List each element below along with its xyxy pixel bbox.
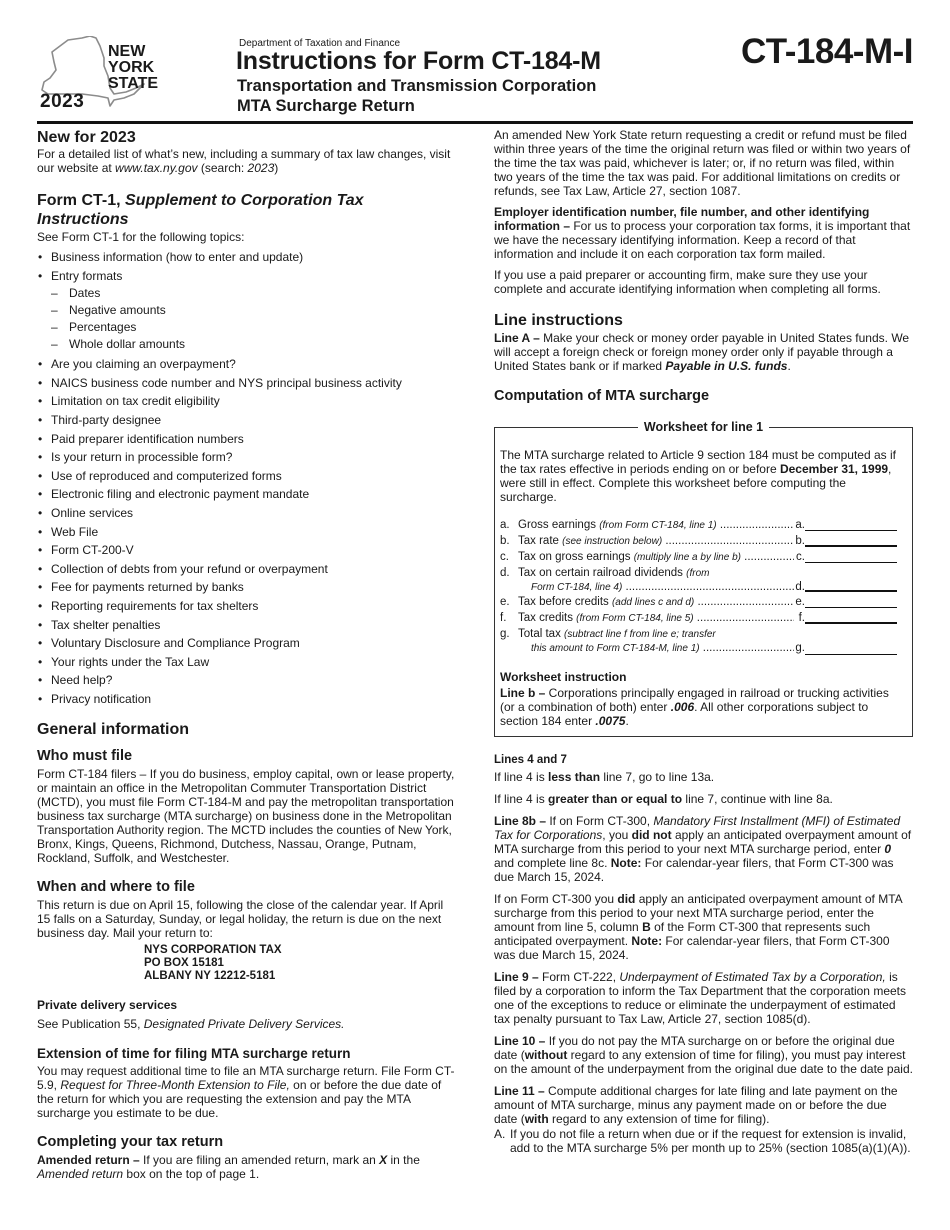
new-text-a: For a detailed list of what’s new, including a summary of tax law changes, visit our website at	[37, 147, 451, 175]
line-b-label: Tax rate	[518, 535, 563, 547]
list-item: • Tax shelter penalties	[37, 616, 457, 635]
l8b-note: Note:	[610, 856, 642, 871]
list-item: • Form CT-200-V	[37, 541, 457, 560]
completing-heading: Completing your tax return	[37, 1134, 224, 1151]
ws-instr-a: Corporations principally engaged in railroad or trucking activities (or a combination of both) enter	[500, 686, 889, 715]
list-item: • Business information (how to enter and update)	[37, 248, 457, 267]
ct1-heading-b: Supplement to Corporation Tax Instructions	[37, 192, 364, 228]
list-item: • Privacy notification	[37, 690, 457, 709]
list-item: – Dates	[37, 285, 457, 302]
list-item: • Fee for payments returned by banks	[37, 578, 457, 597]
line-g-note-b: this amount to Form CT-184-M, line 1)	[531, 643, 700, 655]
amended-refund-para: An amended New York State return requesting a credit or refund must be filed within three years of the time the original return was filed or within two years of the time the tax was paid, whichever is later; or, if no return was filed, within two years of the time the tax was paid. For additional limitations on credits or refunds, see Tax Law, Article 27, section 1087.	[494, 128, 911, 198]
topic-list	[37, 248, 457, 285]
list-item: – Percentages	[37, 319, 457, 336]
who-must-file-heading: Who must file	[37, 748, 133, 765]
worksheet-title	[495, 420, 912, 434]
logo-year: 2023	[40, 91, 85, 112]
line-a-entry-field[interactable]	[805, 530, 897, 531]
worksheet-line-a	[500, 516, 902, 532]
list-item: • Reporting requirements for tax shelters	[37, 597, 457, 616]
department-name: Department of Taxation and Finance	[239, 38, 401, 49]
ct300-c: of the Form CT-300 that represents such anticipated overpayment.	[494, 920, 871, 949]
worksheet-line-c	[500, 548, 902, 564]
ws-intro-date: December 31, 1999	[779, 462, 889, 476]
l47-c: line 7, go to line 13a.	[600, 770, 715, 785]
list-item: • Need help?	[37, 671, 457, 690]
l8b-e: apply an anticipated overpayment amount of MTA surcharge from this period to your next MTA surcharge period, enter	[494, 828, 912, 857]
private-delivery-heading: Private delivery services	[37, 998, 178, 1013]
worksheet-lines	[500, 516, 902, 656]
line-number: d.	[500, 567, 510, 579]
l47-e: greater than or equal to	[548, 792, 683, 807]
line-9-para	[494, 970, 913, 1026]
line-e-label: Tax before credits	[518, 596, 612, 609]
amended-text-d: box on the top of page 1.	[123, 1167, 260, 1182]
list-item: • Online services	[37, 504, 457, 523]
l10-a: If you do not pay the MTA surcharge on or before the original due date (	[494, 1034, 895, 1063]
line-a-label: Gross earnings	[518, 519, 600, 531]
list-item: • Limitation on tax credit eligibility	[37, 392, 457, 411]
search-term: 2023	[247, 161, 275, 175]
ext-text-a: You may request additional time to file an MTA surcharge return. File Form CT-5.9,	[37, 1064, 455, 1093]
l8b-c: , you	[602, 828, 632, 843]
ct300-b: apply an anticipated overpayment amount of MTA surcharge from this period to your next MTA surcharge period, enter the amount from line 5, column	[494, 892, 902, 935]
list-item: • Your rights under the Tax Law	[37, 653, 457, 672]
worksheet-line-f	[500, 609, 902, 625]
ws-instr-label: Line b –	[500, 686, 546, 701]
preparer-para: If you use a paid preparer or accounting firm, make sure they use your complete and accurate identifying information when completing all forms.	[494, 268, 881, 296]
header-rule	[37, 121, 913, 124]
worksheet-instruction-text	[500, 686, 902, 728]
list-item: • Is your return in processible form?	[37, 448, 457, 467]
l8b-b: Mandatory First Installment (MFI) of Estimated Tax for Corporations	[494, 814, 901, 843]
line-letter: g.	[795, 642, 805, 655]
mailing-address	[144, 944, 457, 983]
l8b-g: For calendar-year filers, that Form CT-300 was due March 15, 2024.	[494, 856, 894, 885]
l8b-f: and complete line 8c.	[494, 856, 611, 871]
line-b-entry-field[interactable]	[805, 545, 897, 547]
l11-b: regard to any extension of time for filing).	[548, 1112, 770, 1127]
l47-a: If line 4 is	[494, 770, 549, 785]
line-c-entry-field[interactable]	[805, 562, 897, 563]
nys-logo	[38, 36, 168, 116]
line-instructions-heading: Line instructions	[494, 312, 623, 329]
l8b-a: If on Form CT-300,	[546, 814, 654, 829]
worksheet-line-d-2	[500, 580, 902, 593]
ws-instr-rate-1: .006	[670, 700, 695, 715]
l11-a: Compute additional charges for late filing and late payment on the amount of MTA surcharge, minus any payment made on or before the due date (	[494, 1084, 898, 1127]
ct300-para	[494, 892, 913, 962]
private-text-a: See Publication 55,	[37, 1017, 144, 1032]
new-text-b: (search:	[197, 161, 248, 175]
list-item: • Paid preparer identification numbers	[37, 430, 457, 449]
l11-with: with	[524, 1112, 549, 1127]
page-header	[0, 0, 950, 124]
line-letter: a.	[795, 519, 805, 531]
line-g-entry-field[interactable]	[805, 654, 897, 655]
left-column	[37, 128, 457, 1181]
line-number: c.	[500, 551, 509, 563]
address-line: ALBANY NY 12212-5181	[144, 970, 276, 983]
amended-text-a: If you are filing an amended return, mark an	[139, 1153, 380, 1168]
line-10-para	[494, 1034, 913, 1076]
amended-text-c: Amended return	[37, 1167, 124, 1182]
line-g-note-a: (subtract line f from line e; transfer	[564, 629, 716, 641]
l10-without: without	[524, 1048, 568, 1063]
who-must-file-text: Form CT-184 filers – If you do business, employ capital, own or lease property, or maintain an office in the Metropolitan Commuter Transportation District (MCTD), you must file Form CT-184-M and pay the metropolitan transportation business tax surcharge (MTA surcharge) on business done in the Metropolitan Transportation Authority region. The MCTD includes the counties of New York, Bronx, Kings, Queens, Richmond, Dutchess, Nassau, Orange, Putnam, Rockland, Suffolk, and Westchester.	[37, 767, 455, 866]
line-a-label: Line A –	[494, 331, 540, 345]
ext-text-c: on or before the due date of the return for which you are requesting the extension and pay the MTA surcharge you estimate to be due.	[37, 1078, 442, 1121]
line-d-note-b: Form CT-184, line 4)	[531, 582, 623, 593]
ct300-col-b: B	[642, 920, 651, 935]
topic-list-2	[37, 355, 457, 708]
line-number: g.	[500, 628, 510, 641]
item-label: A.	[494, 1127, 506, 1142]
list-item: • Are you claiming an overpayment?	[37, 355, 457, 374]
list-item: • Third-party designee	[37, 411, 457, 430]
worksheet-line-b	[500, 532, 902, 548]
list-item: • Electronic filing and electronic payment mandate	[37, 485, 457, 504]
item-text: If you do not file a return when due or if the request for extension is invalid, add to the MTA surcharge 5% per month up to 25% (section 1085(a)(1)(A)).	[510, 1127, 911, 1156]
lines-4-7-heading: Lines 4 and 7	[494, 754, 567, 767]
list-item: – Whole dollar amounts	[37, 336, 457, 353]
ct1-heading-a: Form CT-1,	[37, 192, 126, 209]
ct300-a: If on Form CT-300 you	[494, 892, 618, 907]
line-letter: e.	[795, 596, 805, 609]
line-b-note: (see instruction below)	[562, 536, 663, 547]
l47-d: If line 4 is	[494, 792, 549, 807]
line-d-label: Tax on certain railroad dividends	[518, 567, 687, 579]
ein-para	[494, 205, 913, 261]
line-a-text-b: Payable in U.S. funds	[665, 359, 788, 373]
list-item: • Use of reproduced and computerized forms	[37, 467, 457, 486]
document-title: Instructions for Form CT-184-M	[236, 47, 601, 75]
general-info-heading: General information	[37, 721, 190, 739]
line-8b-label: Line 8b –	[494, 814, 547, 829]
line-c-label: Tax on gross earnings	[518, 551, 634, 563]
list-item: – Negative amounts	[37, 302, 457, 319]
ws-intro-a: The MTA surcharge related to Article 9 section 184 must be computed as if the tax rates effective in periods ending on or before	[500, 448, 896, 476]
l10-b: regard to any extension of time for filing), you must pay interest on the amount of the underpayment from the original due date to the date paid.	[494, 1048, 913, 1077]
line-f-label: Tax credits	[518, 612, 577, 625]
line-8b-para	[494, 814, 913, 884]
line-a-text-a: Make your check or money order payable in United States funds. We will accept a foreign check or foreign money order only if payable through a United States bank or if marked	[494, 331, 910, 373]
worksheet-line-e	[500, 593, 902, 609]
line-number: a.	[500, 519, 510, 531]
website-link[interactable]: www.tax.ny.gov	[115, 161, 198, 175]
list-item: • Voluntary Disclosure and Compliance Program	[37, 634, 457, 653]
line-d-note-a: (from	[686, 568, 710, 579]
amended-label: Amended return –	[37, 1153, 140, 1168]
logo-line-york: YORK	[108, 59, 155, 76]
extension-heading: Extension of time for filing MTA surcharge return	[37, 1046, 351, 1062]
subtitle-line-1: Transportation and Transmission Corporation	[237, 77, 597, 95]
ct300-note: Note:	[631, 934, 663, 949]
new-for-heading: New for 2023	[37, 129, 136, 146]
subtitle-line-2: MTA Surcharge Return	[237, 97, 415, 115]
ct300-did: did	[617, 892, 636, 907]
line-11-label: Line 11 –	[494, 1084, 545, 1099]
line-d-entry-field[interactable]	[805, 590, 897, 592]
line-e-note: (add lines c and d)	[611, 597, 695, 609]
line-e-entry-field[interactable]	[805, 607, 897, 608]
document-subtitle	[237, 76, 596, 116]
ext-text-b: Request for Three-Month Extension to File,	[60, 1078, 290, 1093]
line-letter: b.	[795, 535, 805, 547]
l8b-zero: 0	[884, 842, 892, 857]
private-text-b: Designated Private Delivery Services.	[143, 1017, 345, 1032]
address-line: PO BOX 15181	[144, 957, 224, 970]
worksheet-intro	[500, 448, 902, 504]
ws-instr-b: . All other corporations subject to section 184 enter	[500, 700, 869, 729]
amended-x: X	[379, 1153, 388, 1168]
line-10-label: Line 10 –	[494, 1034, 546, 1049]
form-code: CT-184-M-I	[741, 32, 913, 71]
line-letter: f.	[798, 612, 805, 625]
line-11-para	[494, 1084, 913, 1126]
ws-intro-b: , were still in effect. Complete this worksheet before computing the surcharge.	[500, 462, 892, 504]
line-f-entry-field[interactable]	[805, 622, 897, 624]
line-number: f.	[500, 612, 507, 625]
worksheet-line-g-2	[500, 641, 902, 656]
ws-instr-c: .	[625, 714, 629, 729]
line-f-note: (from Form CT-184, line 5)	[576, 613, 694, 625]
line-number: b.	[500, 535, 510, 547]
lines-4-7-para-1	[494, 770, 913, 784]
new-for-text	[37, 147, 457, 175]
line-a-para	[494, 331, 913, 373]
l47-b: less than	[548, 770, 601, 785]
line-number: e.	[500, 596, 510, 609]
list-item: • Collection of debts from your refund or overpayment	[37, 560, 457, 579]
when-where-text: This return is due on April 15, following the close of the calendar year. If April 15 falls on a Saturday, Sunday, or legal holiday, the return is due on the next business day. Mail your return to:	[37, 898, 444, 941]
logo-line-new: NEW	[108, 43, 146, 60]
worksheet-line-1	[494, 420, 913, 737]
amended-return-text	[37, 1153, 457, 1181]
ein-text: For us to process your corporation tax forms, it is important that we have the necessary identifying information. Keep a record of that information and include it on each corporation tax form mailed.	[494, 219, 911, 261]
l47-f: line 7, continue with line 8a.	[682, 792, 833, 807]
l9-b: Underpayment of Estimated Tax by a Corporation,	[619, 970, 886, 985]
computation-heading: Computation of MTA surcharge	[494, 388, 710, 404]
logo-line-state: STATE	[108, 75, 159, 92]
entry-formats-list	[37, 285, 457, 353]
line-a-text-c: .	[787, 359, 791, 373]
line-11-item-a	[494, 1127, 913, 1155]
right-column	[494, 128, 913, 1155]
list-item: • NAICS business code number and NYS principal business activity	[37, 374, 457, 393]
ct300-d: For calendar-year filers, that Form CT-300 was due March 15, 2024.	[494, 934, 890, 963]
line-a-note: (from Form CT-184, line 1)	[599, 520, 717, 531]
worksheet-line-d-1	[500, 564, 902, 580]
l9-a: Form CT-222,	[538, 970, 620, 985]
worksheet-title-text: Worksheet for line 1	[638, 420, 769, 434]
extension-text	[37, 1064, 457, 1120]
amended-text-b: in the	[387, 1153, 420, 1168]
line-9-label: Line 9 –	[494, 970, 539, 985]
worksheet-instruction-heading: Worksheet instruction	[500, 670, 627, 685]
ein-label: Employer identification number, file number, and other identifying information –	[494, 205, 870, 233]
address-line: NYS CORPORATION TAX	[144, 944, 282, 957]
line-c-note: (multiply line a by line b)	[633, 552, 741, 563]
lines-4-7-para-2	[494, 792, 913, 806]
new-text-c: )	[274, 161, 279, 175]
when-where-heading: When and where to file	[37, 879, 195, 896]
private-delivery-text	[37, 1017, 457, 1031]
line-letter: c.	[796, 551, 805, 563]
ws-instr-rate-2: .0075	[595, 714, 626, 729]
l8b-d: did not	[631, 828, 672, 843]
line-g-label: Total tax	[518, 628, 565, 641]
ct1-heading	[37, 191, 457, 229]
list-item: • Web File	[37, 523, 457, 542]
worksheet-line-g-1	[500, 625, 902, 641]
l9-c: is filed by a corporation to inform the Tax Department that the corporation meets one of the exceptions to reduce or eliminate the underpayment of estimated tax penalty pursuant to Tax Law, Article 27, section 1085(d).	[494, 970, 906, 1027]
line-letter: d.	[795, 581, 805, 593]
ct1-intro: See Form CT-1 for the following topics:	[37, 230, 245, 244]
list-item: • Entry formats	[37, 267, 457, 286]
